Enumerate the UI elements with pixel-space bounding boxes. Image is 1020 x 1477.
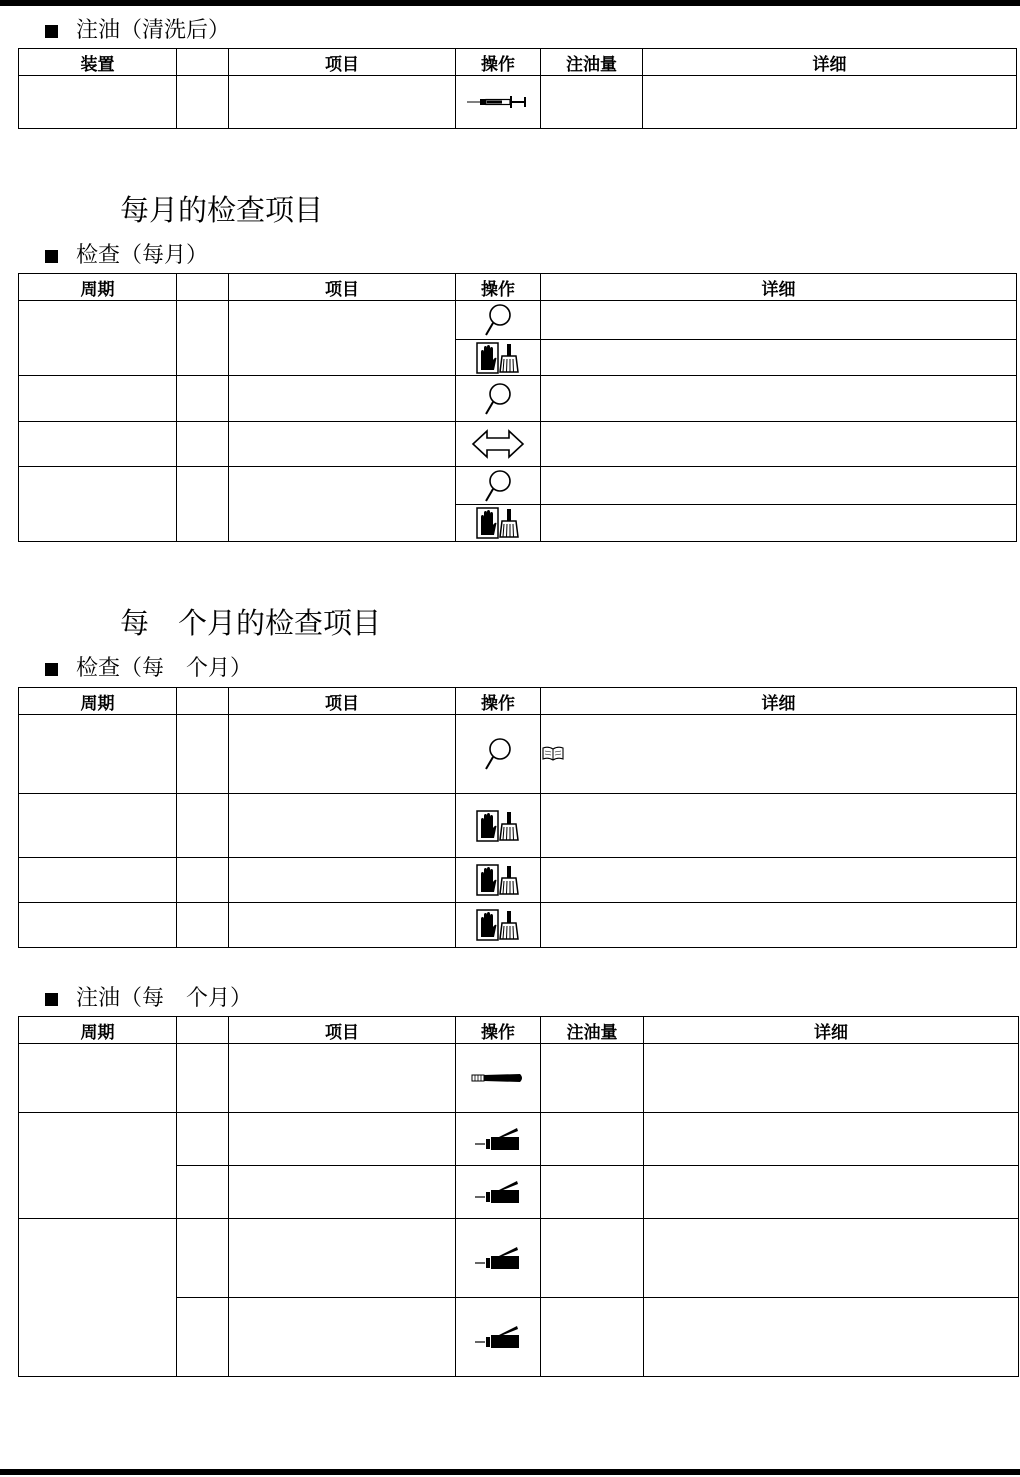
square-bullet-icon <box>45 250 58 263</box>
cell-period <box>19 858 177 903</box>
cell-operation <box>456 301 541 340</box>
bottom-rule <box>0 1469 1020 1475</box>
cell-operation <box>456 467 541 505</box>
table-header-row <box>19 49 1017 76</box>
cell-period <box>19 1113 177 1219</box>
column-header: 操作 <box>456 274 541 301</box>
table-row <box>19 422 1017 467</box>
section-title-monthly: 每月的检查项目 <box>120 193 324 227</box>
cell-number <box>177 422 229 467</box>
oil-can-icon <box>473 1179 523 1205</box>
oil-can-icon <box>473 1324 523 1350</box>
hand-brush-icon <box>476 864 520 896</box>
cell-detail <box>643 76 1017 129</box>
square-bullet-icon <box>45 25 58 38</box>
cell-operation <box>456 76 541 129</box>
section-heading-every-n-months <box>45 656 252 682</box>
cell-detail <box>541 301 1017 340</box>
table-header-row <box>19 274 1017 301</box>
column-header: 装置 <box>19 49 177 76</box>
cell-item <box>229 1166 456 1219</box>
cell-detail <box>541 376 1017 422</box>
cell-item <box>229 1219 456 1298</box>
cell-detail <box>541 340 1017 376</box>
column-header <box>177 688 229 715</box>
cell-period <box>19 422 177 467</box>
table-row <box>19 903 1017 948</box>
cell-item <box>229 467 456 542</box>
cell-operation <box>456 1219 541 1298</box>
cell-period <box>19 301 177 376</box>
hand-brush-icon <box>476 909 520 941</box>
table-row <box>19 715 1017 794</box>
column-header: 详细 <box>541 688 1017 715</box>
cell-item <box>229 1044 456 1113</box>
hand-brush-icon <box>476 342 520 374</box>
cell-detail <box>541 903 1017 948</box>
oil-can-icon <box>473 1245 523 1271</box>
cell-oil-amount <box>541 1298 644 1377</box>
cell-operation <box>456 1113 541 1166</box>
cell-operation <box>456 422 541 467</box>
hand-brush-icon <box>476 810 520 842</box>
cell-item <box>229 794 456 858</box>
cell-detail <box>644 1166 1019 1219</box>
table-row <box>19 301 1017 340</box>
cell-detail <box>541 715 1017 794</box>
square-bullet-icon <box>45 993 58 1006</box>
column-header: 项目 <box>229 274 456 301</box>
cell-operation <box>456 505 541 542</box>
column-header: 详细 <box>644 1017 1019 1044</box>
column-header <box>177 274 229 301</box>
cell-detail <box>541 422 1017 467</box>
cell-number <box>177 1113 229 1166</box>
column-header: 项目 <box>229 688 456 715</box>
column-header: 项目 <box>229 1017 456 1044</box>
cell-item <box>229 301 456 376</box>
syringe-icon <box>466 94 530 110</box>
cell-number <box>177 1219 229 1298</box>
cell-oil-amount <box>541 1044 644 1113</box>
heading-text: 检查（每月） <box>76 243 209 268</box>
column-header: 周期 <box>19 688 177 715</box>
cell-operation <box>456 340 541 376</box>
cell-operation <box>456 1166 541 1219</box>
table-row <box>19 1219 1019 1298</box>
cell-period <box>19 376 177 422</box>
double-arrow-icon <box>471 428 525 460</box>
cell-number <box>177 1166 229 1219</box>
cell-period <box>19 903 177 948</box>
top-rule <box>0 0 1020 6</box>
table-row <box>19 1044 1019 1113</box>
cell-number <box>177 301 229 376</box>
oil-after-clean-table <box>18 48 1017 129</box>
oil-can-icon <box>473 1126 523 1152</box>
cell-detail <box>644 1113 1019 1166</box>
column-header: 操作 <box>456 49 541 76</box>
column-header: 详细 <box>643 49 1017 76</box>
cell-detail <box>541 794 1017 858</box>
cell-detail <box>644 1298 1019 1377</box>
column-header <box>177 1017 229 1044</box>
column-header: 注油量 <box>541 1017 644 1044</box>
cell-item <box>229 903 456 948</box>
table-row <box>19 858 1017 903</box>
cell-period <box>19 715 177 794</box>
cell-oil-amount <box>541 1113 644 1166</box>
table-row <box>19 76 1017 129</box>
table-row <box>19 794 1017 858</box>
monthly-inspection-table <box>18 273 1017 542</box>
cell-item <box>229 858 456 903</box>
oil-brush-icon <box>470 1071 526 1085</box>
cell-number <box>177 76 229 129</box>
cell-detail <box>541 467 1017 505</box>
cell-item <box>229 376 456 422</box>
column-header: 项目 <box>229 49 456 76</box>
magnifier-icon <box>483 303 513 337</box>
cell-detail <box>644 1219 1019 1298</box>
cell-item <box>229 422 456 467</box>
cell-period <box>19 1044 177 1113</box>
cell-operation <box>456 903 541 948</box>
cell-number <box>177 376 229 422</box>
magnifier-icon <box>483 469 513 503</box>
column-header: 周期 <box>19 274 177 301</box>
column-header: 详细 <box>541 274 1017 301</box>
cell-operation <box>456 1044 541 1113</box>
column-header: 操作 <box>456 688 541 715</box>
column-header: 操作 <box>456 1017 541 1044</box>
section-heading-oil-every-n-months <box>45 986 252 1012</box>
cell-item <box>229 76 456 129</box>
cell-number <box>177 1298 229 1377</box>
cell-oil-amount <box>541 76 643 129</box>
table-row <box>19 467 1017 505</box>
cell-item <box>229 1298 456 1377</box>
heading-text: 注油（清洗后） <box>76 18 231 43</box>
oil-every-n-months-table <box>18 1016 1019 1377</box>
magnifier-icon <box>483 737 513 771</box>
cell-item <box>229 715 456 794</box>
heading-text: 注油（每 个月） <box>76 986 253 1011</box>
table-header-row <box>19 688 1017 715</box>
cell-number <box>177 903 229 948</box>
heading-text: 检查（每 个月） <box>76 656 253 681</box>
cell-operation <box>456 794 541 858</box>
cell-operation <box>456 376 541 422</box>
cell-period <box>19 467 177 542</box>
every-n-months-inspection-table <box>18 687 1017 948</box>
magnifier-icon <box>483 382 513 416</box>
cell-item <box>229 1113 456 1166</box>
cell-operation <box>456 715 541 794</box>
cell-oil-amount <box>541 1219 644 1298</box>
cell-number <box>177 858 229 903</box>
cell-number <box>177 715 229 794</box>
cell-number <box>177 467 229 542</box>
cell-operation <box>456 1298 541 1377</box>
table-row <box>19 376 1017 422</box>
section-title-every-n-months: 每 个月的检查项目 <box>120 606 382 640</box>
cell-detail <box>541 858 1017 903</box>
square-bullet-icon <box>45 663 58 676</box>
cell-number <box>177 1044 229 1113</box>
cell-number <box>177 794 229 858</box>
cell-operation <box>456 858 541 903</box>
column-header: 周期 <box>19 1017 177 1044</box>
cell-period <box>19 794 177 858</box>
cell-detail <box>541 505 1017 542</box>
hand-brush-icon <box>476 507 520 539</box>
section-heading-monthly <box>45 243 208 269</box>
table-header-row <box>19 1017 1019 1044</box>
table-row <box>19 1113 1019 1166</box>
column-header <box>177 49 229 76</box>
section-heading-oil-after-clean <box>45 18 230 44</box>
column-header: 注油量 <box>541 49 643 76</box>
cell-detail <box>644 1044 1019 1113</box>
cell-period <box>19 1219 177 1377</box>
cell-oil-amount <box>541 1166 644 1219</box>
book-icon <box>541 745 565 761</box>
cell-device <box>19 76 177 129</box>
